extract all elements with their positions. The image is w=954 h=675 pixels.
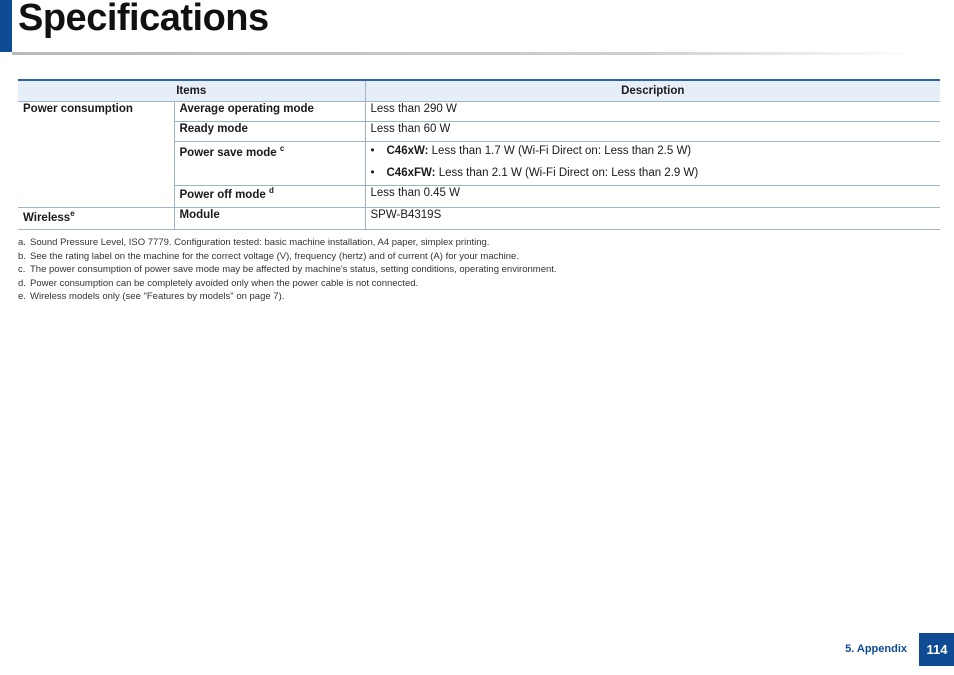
footnote-c: c. The power consumption of power save mode may be affected by machine's status, setting conditions, operating environment. bbox=[18, 264, 557, 276]
item-label: Power off mode bbox=[179, 189, 266, 201]
footnote-d: d. Power consumption can be completely avoided only when the power cable is not connected. bbox=[18, 277, 419, 289]
title-divider bbox=[12, 52, 917, 55]
model-name: C46xFW: bbox=[386, 167, 436, 179]
column-header-description: Description bbox=[365, 80, 940, 102]
column-header-items: Items bbox=[18, 80, 365, 102]
list-item bbox=[371, 144, 936, 159]
group-label: Power consumption bbox=[23, 103, 133, 115]
desc-module: SPW-B4319S bbox=[365, 208, 940, 230]
group-wireless bbox=[18, 208, 174, 230]
desc-average-operating-mode: Less than 290 W bbox=[365, 102, 940, 122]
item-module: Module bbox=[174, 208, 365, 230]
desc-ready-mode: Less than 60 W bbox=[365, 122, 940, 142]
specifications-table bbox=[18, 79, 940, 230]
desc-power-off-mode: Less than 0.45 W bbox=[365, 186, 940, 208]
page-title: Specifications bbox=[18, 0, 269, 39]
model-name: C46xW: bbox=[386, 145, 429, 157]
footnote-e: e. Wireless models only (see "Features by models" on page 7). bbox=[18, 291, 285, 303]
group-label: Wireless bbox=[23, 212, 71, 224]
footnote-b: b. See the rating label on the machine for the correct voltage (V), frequency (hertz) and of current (A) for your machine. bbox=[18, 250, 519, 262]
table-row bbox=[18, 208, 940, 230]
model-value: Less than 1.7 W (Wi-Fi Direct on: Less than 2.5 W) bbox=[428, 145, 692, 157]
footnotes bbox=[18, 236, 557, 304]
item-average-operating-mode: Average operating mode bbox=[174, 102, 365, 122]
footer-chapter-link[interactable]: 5. Appendix bbox=[845, 643, 907, 655]
footnote-ref-c: c bbox=[279, 144, 285, 153]
item-power-save-mode bbox=[174, 142, 365, 186]
desc-power-save-mode bbox=[365, 142, 940, 186]
table-header-row bbox=[18, 80, 940, 102]
page-number-badge: 114 bbox=[919, 633, 954, 666]
model-value: Less than 2.1 W (Wi-Fi Direct on: Less than 2.9 W) bbox=[435, 167, 699, 179]
list-item bbox=[371, 166, 936, 181]
footnote-ref-e: e bbox=[70, 209, 75, 218]
group-power-consumption bbox=[18, 102, 174, 208]
power-save-list bbox=[371, 144, 936, 181]
footnote-ref-d: d bbox=[268, 186, 274, 195]
title-accent-bar bbox=[0, 0, 12, 52]
item-ready-mode: Ready mode bbox=[174, 122, 365, 142]
item-label: Power save mode bbox=[179, 147, 277, 159]
footnote-a: a. Sound Pressure Level, ISO 7779. Configuration tested: basic machine installation, A4 paper, simplex printing. bbox=[18, 237, 490, 248]
item-power-off-mode bbox=[174, 186, 365, 208]
table-row bbox=[18, 102, 940, 122]
